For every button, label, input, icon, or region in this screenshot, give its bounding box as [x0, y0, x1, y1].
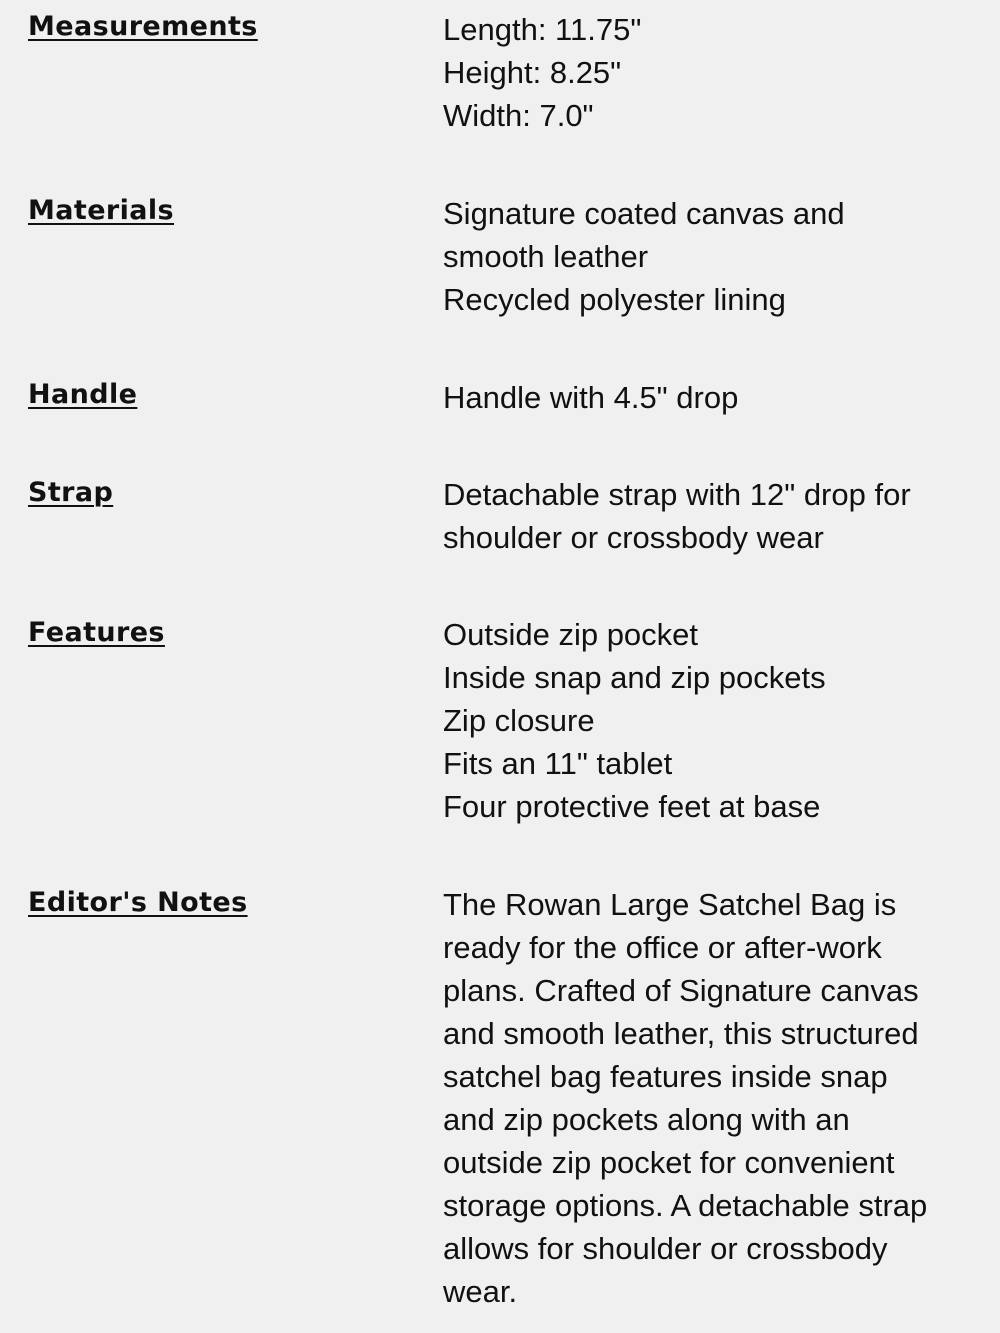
spec-line: Inside snap and zip pockets [443, 660, 826, 695]
spec-line: and smooth leather, this structured [443, 1016, 919, 1051]
spec-line: The Rowan Large Satchel Bag is [443, 887, 897, 922]
spec-line: shoulder or crossbody wear [443, 520, 824, 555]
spec-label-editors-notes: Editor's Notes [28, 887, 248, 918]
spec-line: satchel bag features inside snap [443, 1059, 888, 1094]
spec-line: Length: 11.75" [443, 12, 642, 47]
spec-value-materials [443, 192, 983, 321]
spec-line: Fits an 11" tablet [443, 746, 673, 781]
spec-line: allows for shoulder or crossbody [443, 1231, 888, 1266]
spec-value-strap [443, 473, 983, 559]
spec-label-materials: Materials [28, 195, 175, 226]
spec-line: Width: 7.0" [443, 98, 594, 133]
spec-value-features [443, 613, 983, 828]
spec-label-strap: Strap [28, 477, 114, 508]
spec-label-features: Features [28, 617, 165, 648]
spec-line: wear. [443, 1274, 518, 1309]
spec-line: Height: 8.25" [443, 55, 622, 90]
spec-line: ready for the office or after-work [443, 930, 882, 965]
spec-line: Detachable strap with 12" drop for [443, 477, 911, 512]
spec-line: and zip pockets along with an [443, 1102, 850, 1137]
spec-line: plans. Crafted of Signature canvas [443, 973, 919, 1008]
spec-label-handle: Handle [28, 379, 138, 410]
spec-label-measurements: Measurements [28, 11, 258, 42]
spec-line: storage options. A detachable strap [443, 1188, 928, 1223]
spec-line: smooth leather [443, 239, 649, 274]
spec-line: outside zip pocket for convenient [443, 1145, 895, 1180]
spec-line: Four protective feet at base [443, 789, 821, 824]
spec-value-measurements [443, 8, 983, 137]
spec-value-editors-notes [443, 883, 983, 1313]
spec-value-handle [443, 376, 983, 419]
spec-line: Zip closure [443, 703, 595, 738]
spec-line: Outside zip pocket [443, 617, 699, 652]
spec-line: Handle with 4.5" drop [443, 380, 739, 415]
spec-line: Signature coated canvas and [443, 196, 845, 231]
spec-line: Recycled polyester lining [443, 282, 786, 317]
